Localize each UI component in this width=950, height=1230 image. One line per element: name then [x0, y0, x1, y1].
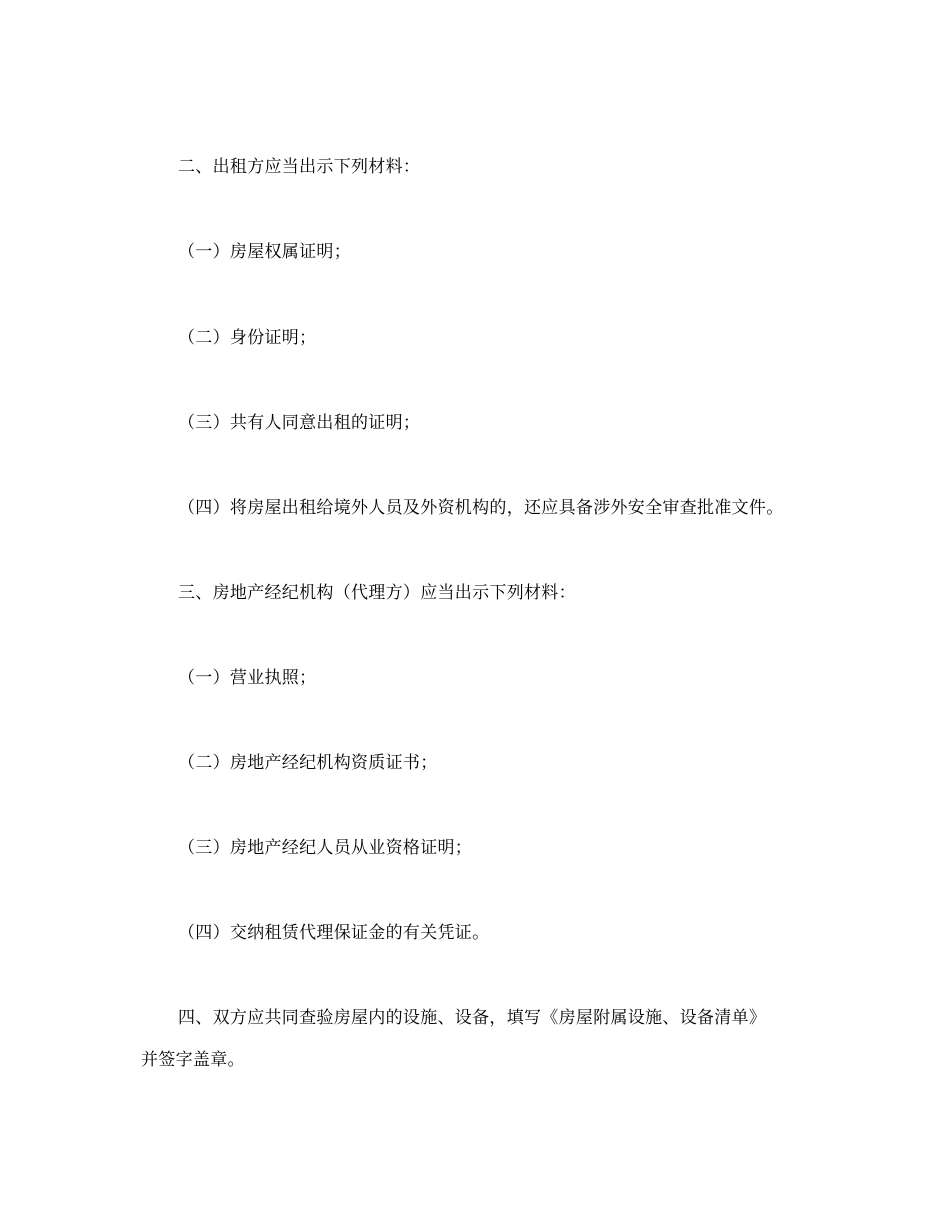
section-4-line-1: 四、双方应共同查验房屋内的设施、设备，填写《房屋附属设施、设备清单》	[178, 1008, 767, 1028]
section-3-heading: 三、房地产经纪机构（代理方）应当出示下列材料：	[178, 583, 576, 603]
section-2-item-3: （三）共有人同意出租的证明；	[178, 413, 421, 433]
section-2-item-4: （四）将房屋出租给境外人员及外资机构的，还应具备涉外安全审查批准文件。	[178, 498, 784, 518]
section-4-line-2: 并签字盖章。	[141, 1050, 245, 1070]
section-2-heading: 二、出租方应当出示下列材料：	[178, 157, 421, 177]
section-3-item-4: （四）交纳租赁代理保证金的有关凭证。	[178, 923, 490, 943]
section-2-item-1: （一）房屋权属证明；	[178, 242, 351, 262]
section-3-item-1: （一）营业执照；	[178, 668, 317, 688]
section-2-item-2: （二）身份证明；	[178, 328, 317, 348]
section-3-item-2: （二）房地产经纪机构资质证书；	[178, 753, 438, 773]
section-3-item-3: （三）房地产经纪人员从业资格证明；	[178, 838, 473, 858]
